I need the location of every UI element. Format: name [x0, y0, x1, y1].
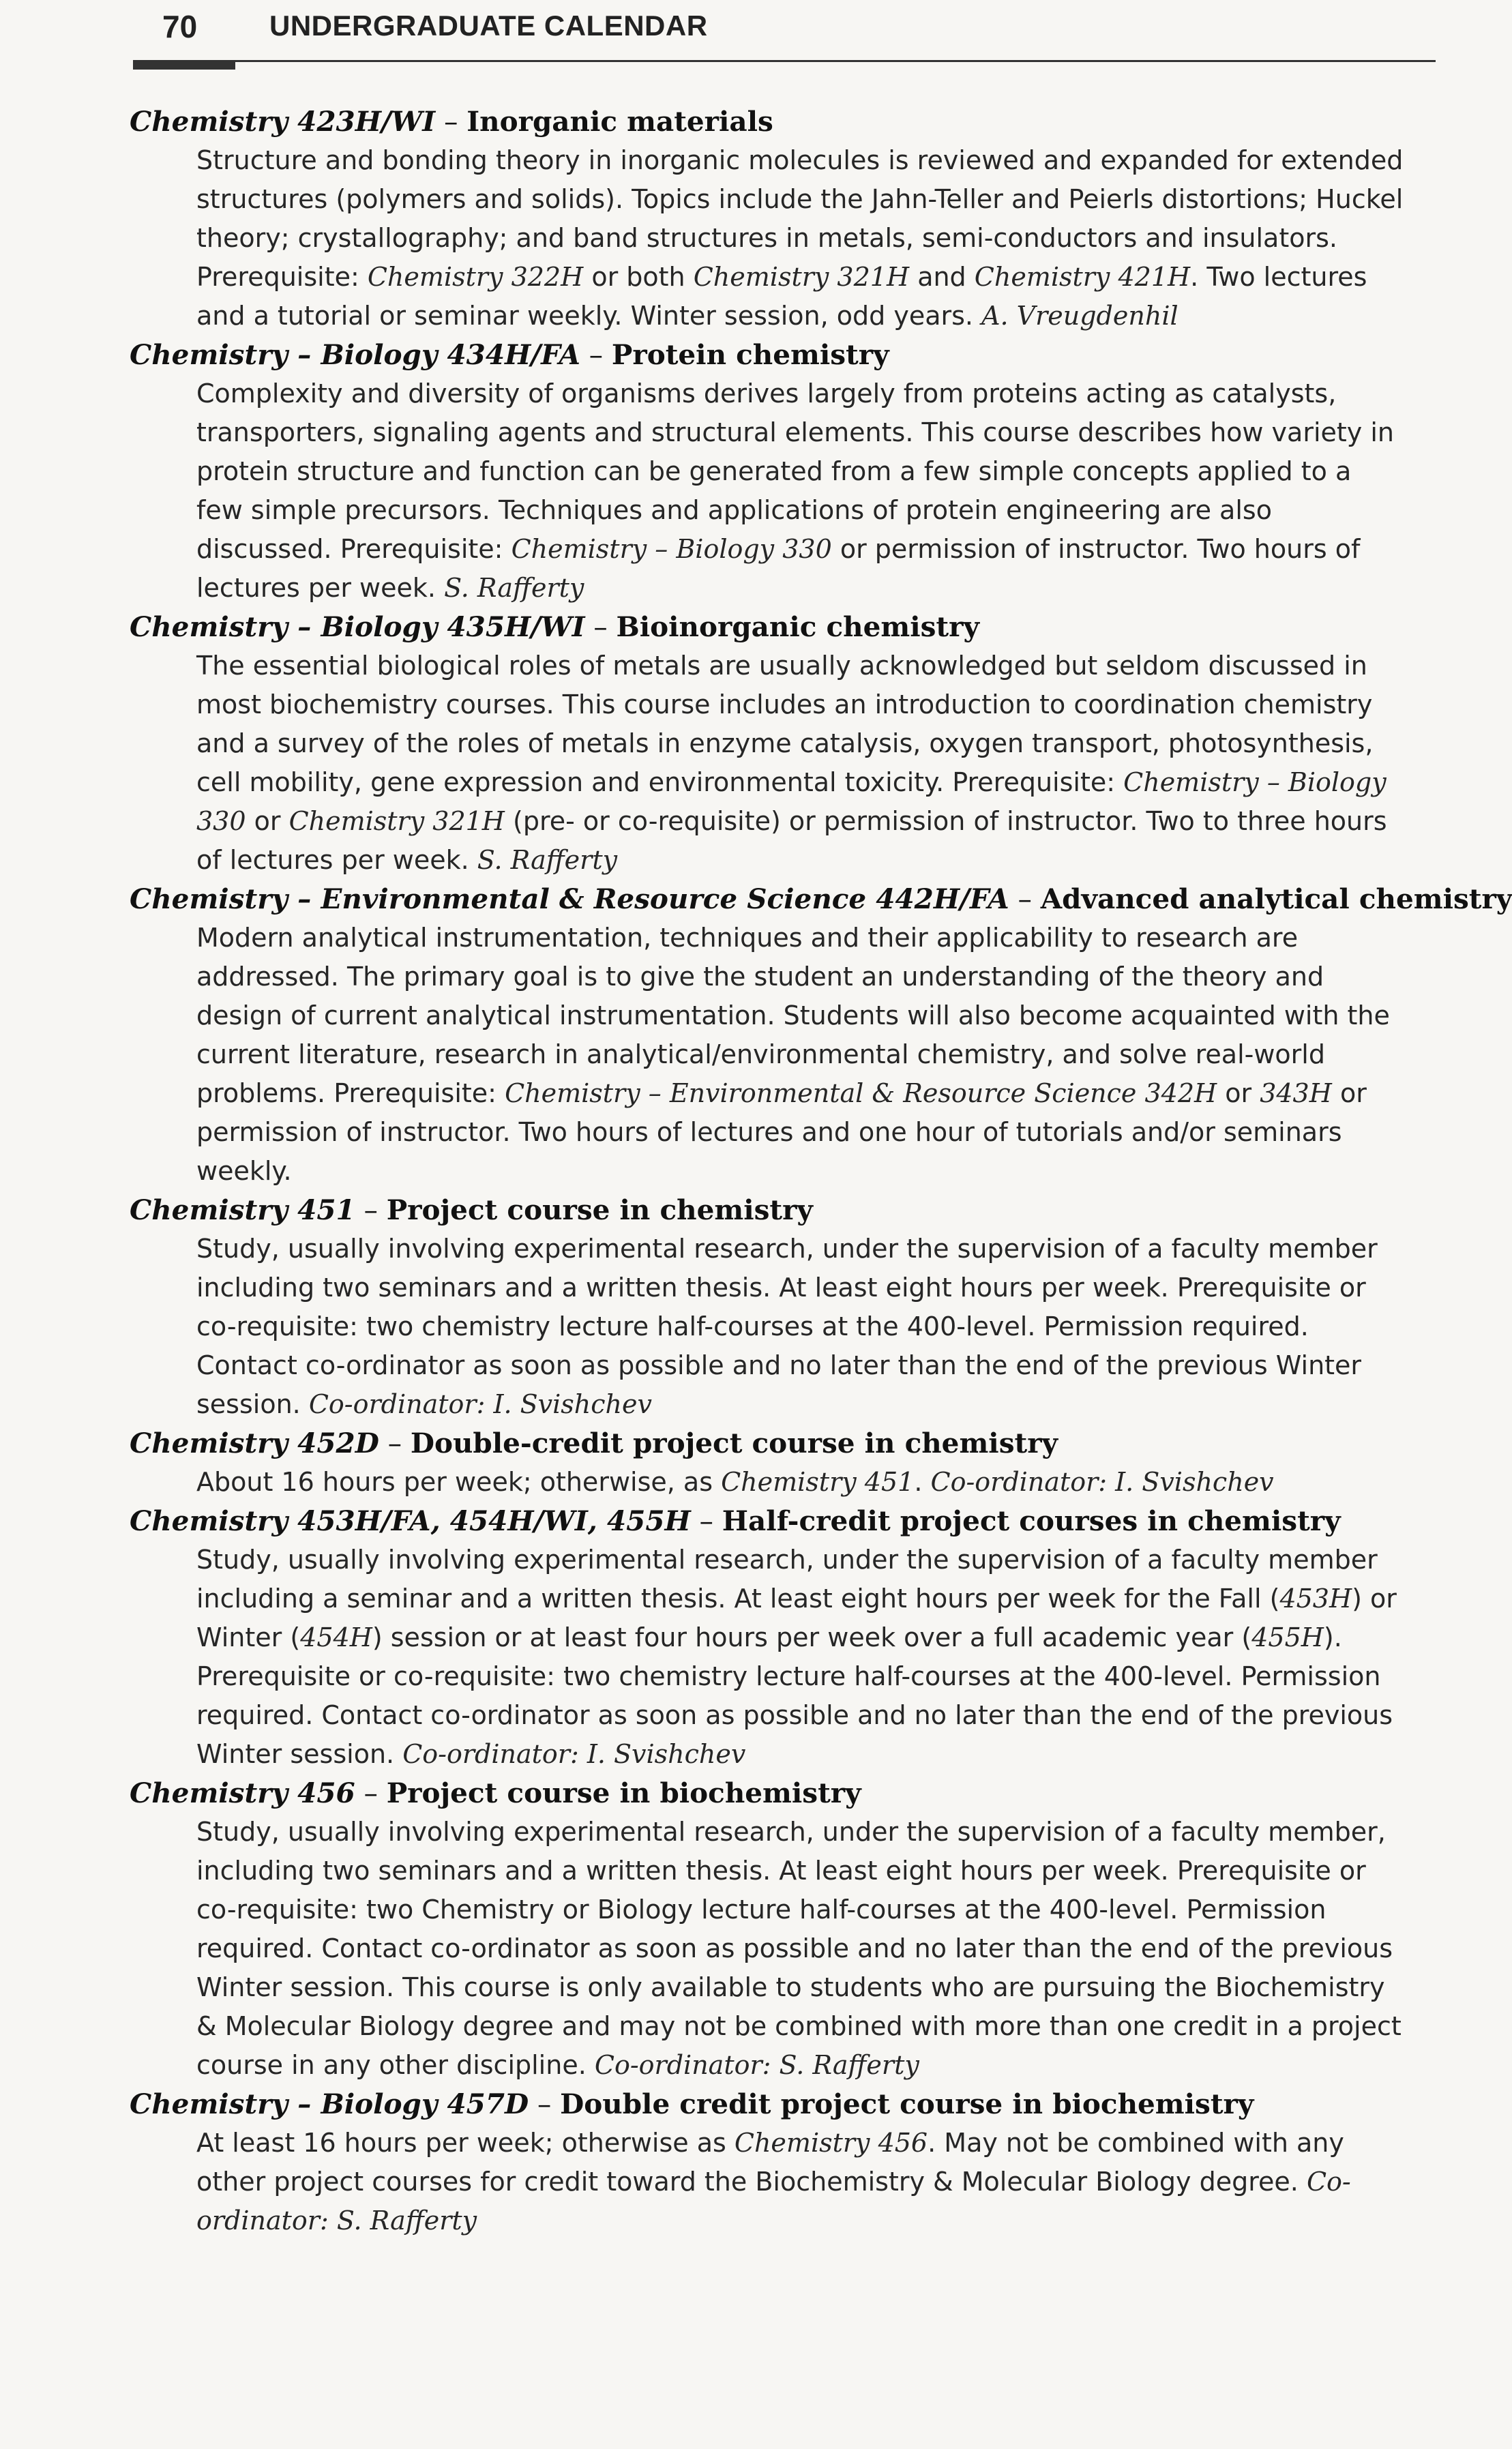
course-code: Chemistry 423H/WI [130, 105, 436, 138]
heading-separator: – [355, 1193, 387, 1226]
description-text: At least 16 hours per week; otherwise as [196, 2128, 735, 2158]
heading-separator: – [529, 2088, 561, 2120]
course-heading [130, 1774, 1405, 1813]
description-italic-text: Co-ordinator: I. Svishchev [402, 1739, 746, 1769]
description-italic-text: Chemistry 456 [734, 2128, 928, 2158]
course-title: Protein chemistry [611, 338, 889, 371]
page-number: 70 [162, 9, 198, 44]
description-text: or permission of instructor. Two hours of lectures per week. [196, 534, 1361, 603]
course-title: Project course in chemistry [386, 1193, 813, 1226]
course-code: Chemistry – Biology 457D [130, 2088, 529, 2120]
course-title: Double credit project course in biochemistry [560, 2088, 1254, 2120]
description-italic-text: A. Vreugdenhil [981, 301, 1179, 331]
course-heading [130, 336, 1405, 374]
course-heading [130, 608, 1405, 647]
description-italic-text: Chemistry 321H [693, 262, 910, 292]
description-italic-text: 453H [1279, 1584, 1352, 1614]
description-italic-text: Chemistry – Environmental & Resource Science 342H [505, 1078, 1217, 1108]
description-italic-text: Chemistry 421H [974, 262, 1191, 292]
description-italic-text: Chemistry – Biology 330 [196, 767, 1387, 836]
header-rule-block [133, 60, 235, 70]
header-rule [133, 60, 1436, 62]
course-heading [130, 2085, 1405, 2124]
running-head: UNDERGRADUATE CALENDAR [269, 10, 708, 42]
description-text: About 16 hours per week; otherwise, as [196, 1467, 722, 1497]
heading-separator: – [379, 1427, 411, 1459]
page-header [0, 0, 1439, 68]
description-text: Modern analytical instrumentation, techniques and their applicability to research are addressed. The primary goal is to give the student an understanding of the theory and design of current analytical instrumentation. Students will also become acquainted with the current literature, research in analytical/environmental chemistry, and solve real-world problems. Prerequisite: [196, 923, 1390, 1108]
course-code: Chemistry – Biology 435H/WI [130, 610, 585, 643]
course-entry [130, 1191, 1405, 1424]
course-description [196, 1813, 1405, 2085]
heading-separator: – [355, 1777, 387, 1809]
description-italic-text: Co-ordinator: I. Svishchev [930, 1467, 1274, 1497]
description-text: or [246, 806, 289, 836]
description-text: or permission of instructor. Two hours of lectures and one hour of tutorials and/or seminars weekly. [196, 1078, 1367, 1186]
description-italic-text: Chemistry 322H [367, 262, 584, 292]
course-title: Double-credit project course in chemistry [410, 1427, 1058, 1459]
description-text: . Two lectures and a tutorial or seminar weekly. Winter session, odd years. [196, 262, 1367, 331]
course-entry [130, 1774, 1405, 2085]
course-title: Half-credit project courses in chemistry [722, 1504, 1341, 1537]
description-italic-text: Co-ordinator: S. Rafferty [196, 2167, 1351, 2236]
course-entry [130, 2085, 1405, 2240]
course-description [196, 141, 1405, 336]
description-italic-text: Chemistry 321H [288, 806, 505, 836]
course-entry [130, 1424, 1405, 1502]
description-text: ). Prerequisite or co-requisite: two chemistry lecture half-courses at the 400-level. Permission required. Contact co-ordinator as soon as possible and no later than the end of the previous Winter session. [196, 1622, 1393, 1769]
description-text: Complexity and diversity of organisms derives largely from proteins acting as catalysts, transporters, signaling agents and structural elements. This course describes how variety in protein structure and function can be generated from a few simple concepts applied to a few simple precursors. Techniques and applications of protein engineering are also discussed. Prerequisite: [196, 379, 1394, 564]
course-title: Project course in biochemistry [386, 1777, 861, 1809]
course-code: Chemistry – Biology 434H/FA [130, 338, 580, 371]
course-entry [130, 336, 1405, 608]
course-description [196, 1541, 1405, 1774]
description-italic-text: Chemistry 451 [721, 1467, 915, 1497]
course-description [196, 647, 1405, 880]
course-entry [130, 102, 1405, 336]
description-text: or [1217, 1078, 1260, 1108]
description-text: (pre- or co-requisite) or permission of instructor. Two to three hours of lectures per week. [196, 806, 1387, 875]
course-entry [130, 1502, 1405, 1774]
description-text: . May not be combined with any other project courses for credit toward the Biochemistry & Molecular Biology degree. [196, 2128, 1344, 2197]
heading-separator: – [690, 1504, 722, 1537]
description-text: and [909, 262, 975, 292]
description-text: ) session or at least four hours per week over a full academic year ( [372, 1622, 1252, 1652]
course-code: Chemistry 451 [130, 1193, 355, 1226]
course-description [196, 1463, 1405, 1502]
heading-separator: – [584, 610, 617, 643]
description-italic-text: S. Rafferty [477, 845, 618, 875]
course-description [196, 1230, 1405, 1424]
course-title: Inorganic materials [466, 105, 773, 138]
description-italic-text: Co-ordinator: I. Svishchev [308, 1389, 652, 1419]
heading-separator: – [435, 105, 467, 138]
course-heading [130, 880, 1512, 919]
description-text: or both [583, 262, 694, 292]
description-text: . [914, 1467, 931, 1497]
course-title: Bioinorganic chemistry [616, 610, 979, 643]
course-heading [130, 1502, 1405, 1541]
description-italic-text: 455H [1251, 1622, 1324, 1652]
description-italic-text: S. Rafferty [444, 573, 584, 603]
course-code: Chemistry – Environmental & Resource Science 442H/FA [130, 882, 1009, 915]
heading-separator: – [1009, 882, 1041, 915]
description-text: Study, usually involving experimental research, under the supervision of a faculty member including a seminar and a written thesis. At least eight hours per week for the Fall ( [196, 1545, 1378, 1614]
course-code: Chemistry 453H/FA, 454H/WI, 455H [130, 1504, 691, 1537]
course-description [196, 2124, 1405, 2240]
course-code: Chemistry 456 [130, 1777, 355, 1809]
course-heading [130, 102, 1405, 141]
heading-separator: – [580, 338, 612, 371]
description-text: The essential biological roles of metals are usually acknowledged but seldom discussed in most biochemistry courses. This course includes an introduction to coordination chemistry and a survey of the roles of metals in enzyme catalysis, oxygen transport, photosynthesis, cell mobility, gene expression and environmental toxicity. Prerequisite: [196, 651, 1374, 797]
course-title: Advanced analytical chemistry [1040, 882, 1512, 915]
description-text: Structure and bonding theory in inorganic molecules is reviewed and expanded for extended structures (polymers and solids). Topics include the Jahn-Teller and Peierls distortions; Huckel theory; crystallography; and band structures in metals, semi-conductors and insulators. Prerequisite: [196, 145, 1404, 292]
course-description [196, 919, 1405, 1191]
course-entry [130, 880, 1512, 1191]
description-italic-text: Co-ordinator: S. Rafferty [594, 2050, 919, 2080]
description-italic-text: 454H [300, 1622, 372, 1652]
description-italic-text: 343H [1260, 1078, 1332, 1108]
course-code: Chemistry 452D [130, 1427, 379, 1459]
course-description [196, 374, 1405, 608]
description-text: ) or Winter ( [196, 1584, 1397, 1652]
course-list [130, 102, 1512, 2240]
course-entry [130, 608, 1405, 880]
description-text: Study, usually involving experimental research, under the supervision of a faculty member, including two seminars and a written thesis. At least eight hours per week. Prerequisite or co-requisite: two Chemistry or Biology lecture half-courses at the 400-level. Permission required. Contact co-ordinator as soon as possible and no later than the end of the previous Winter session. This course is only available to students who are pursuing the Biochemistry & Molecular Biology degree and may not be combined with more than one credit in a project course in any other discipline. [196, 1817, 1402, 2080]
course-heading [130, 1424, 1405, 1463]
course-heading [130, 1191, 1405, 1230]
description-italic-text: Chemistry – Biology 330 [511, 534, 832, 564]
description-text: Study, usually involving experimental research, under the supervision of a faculty member including two seminars and a written thesis. At least eight hours per week. Prerequisite or co-requisite: two chemistry lecture half-courses at the 400-level. Permission required. Contact co-ordinator as soon as possible and no later than the end of the previous Winter session. [196, 1234, 1378, 1419]
